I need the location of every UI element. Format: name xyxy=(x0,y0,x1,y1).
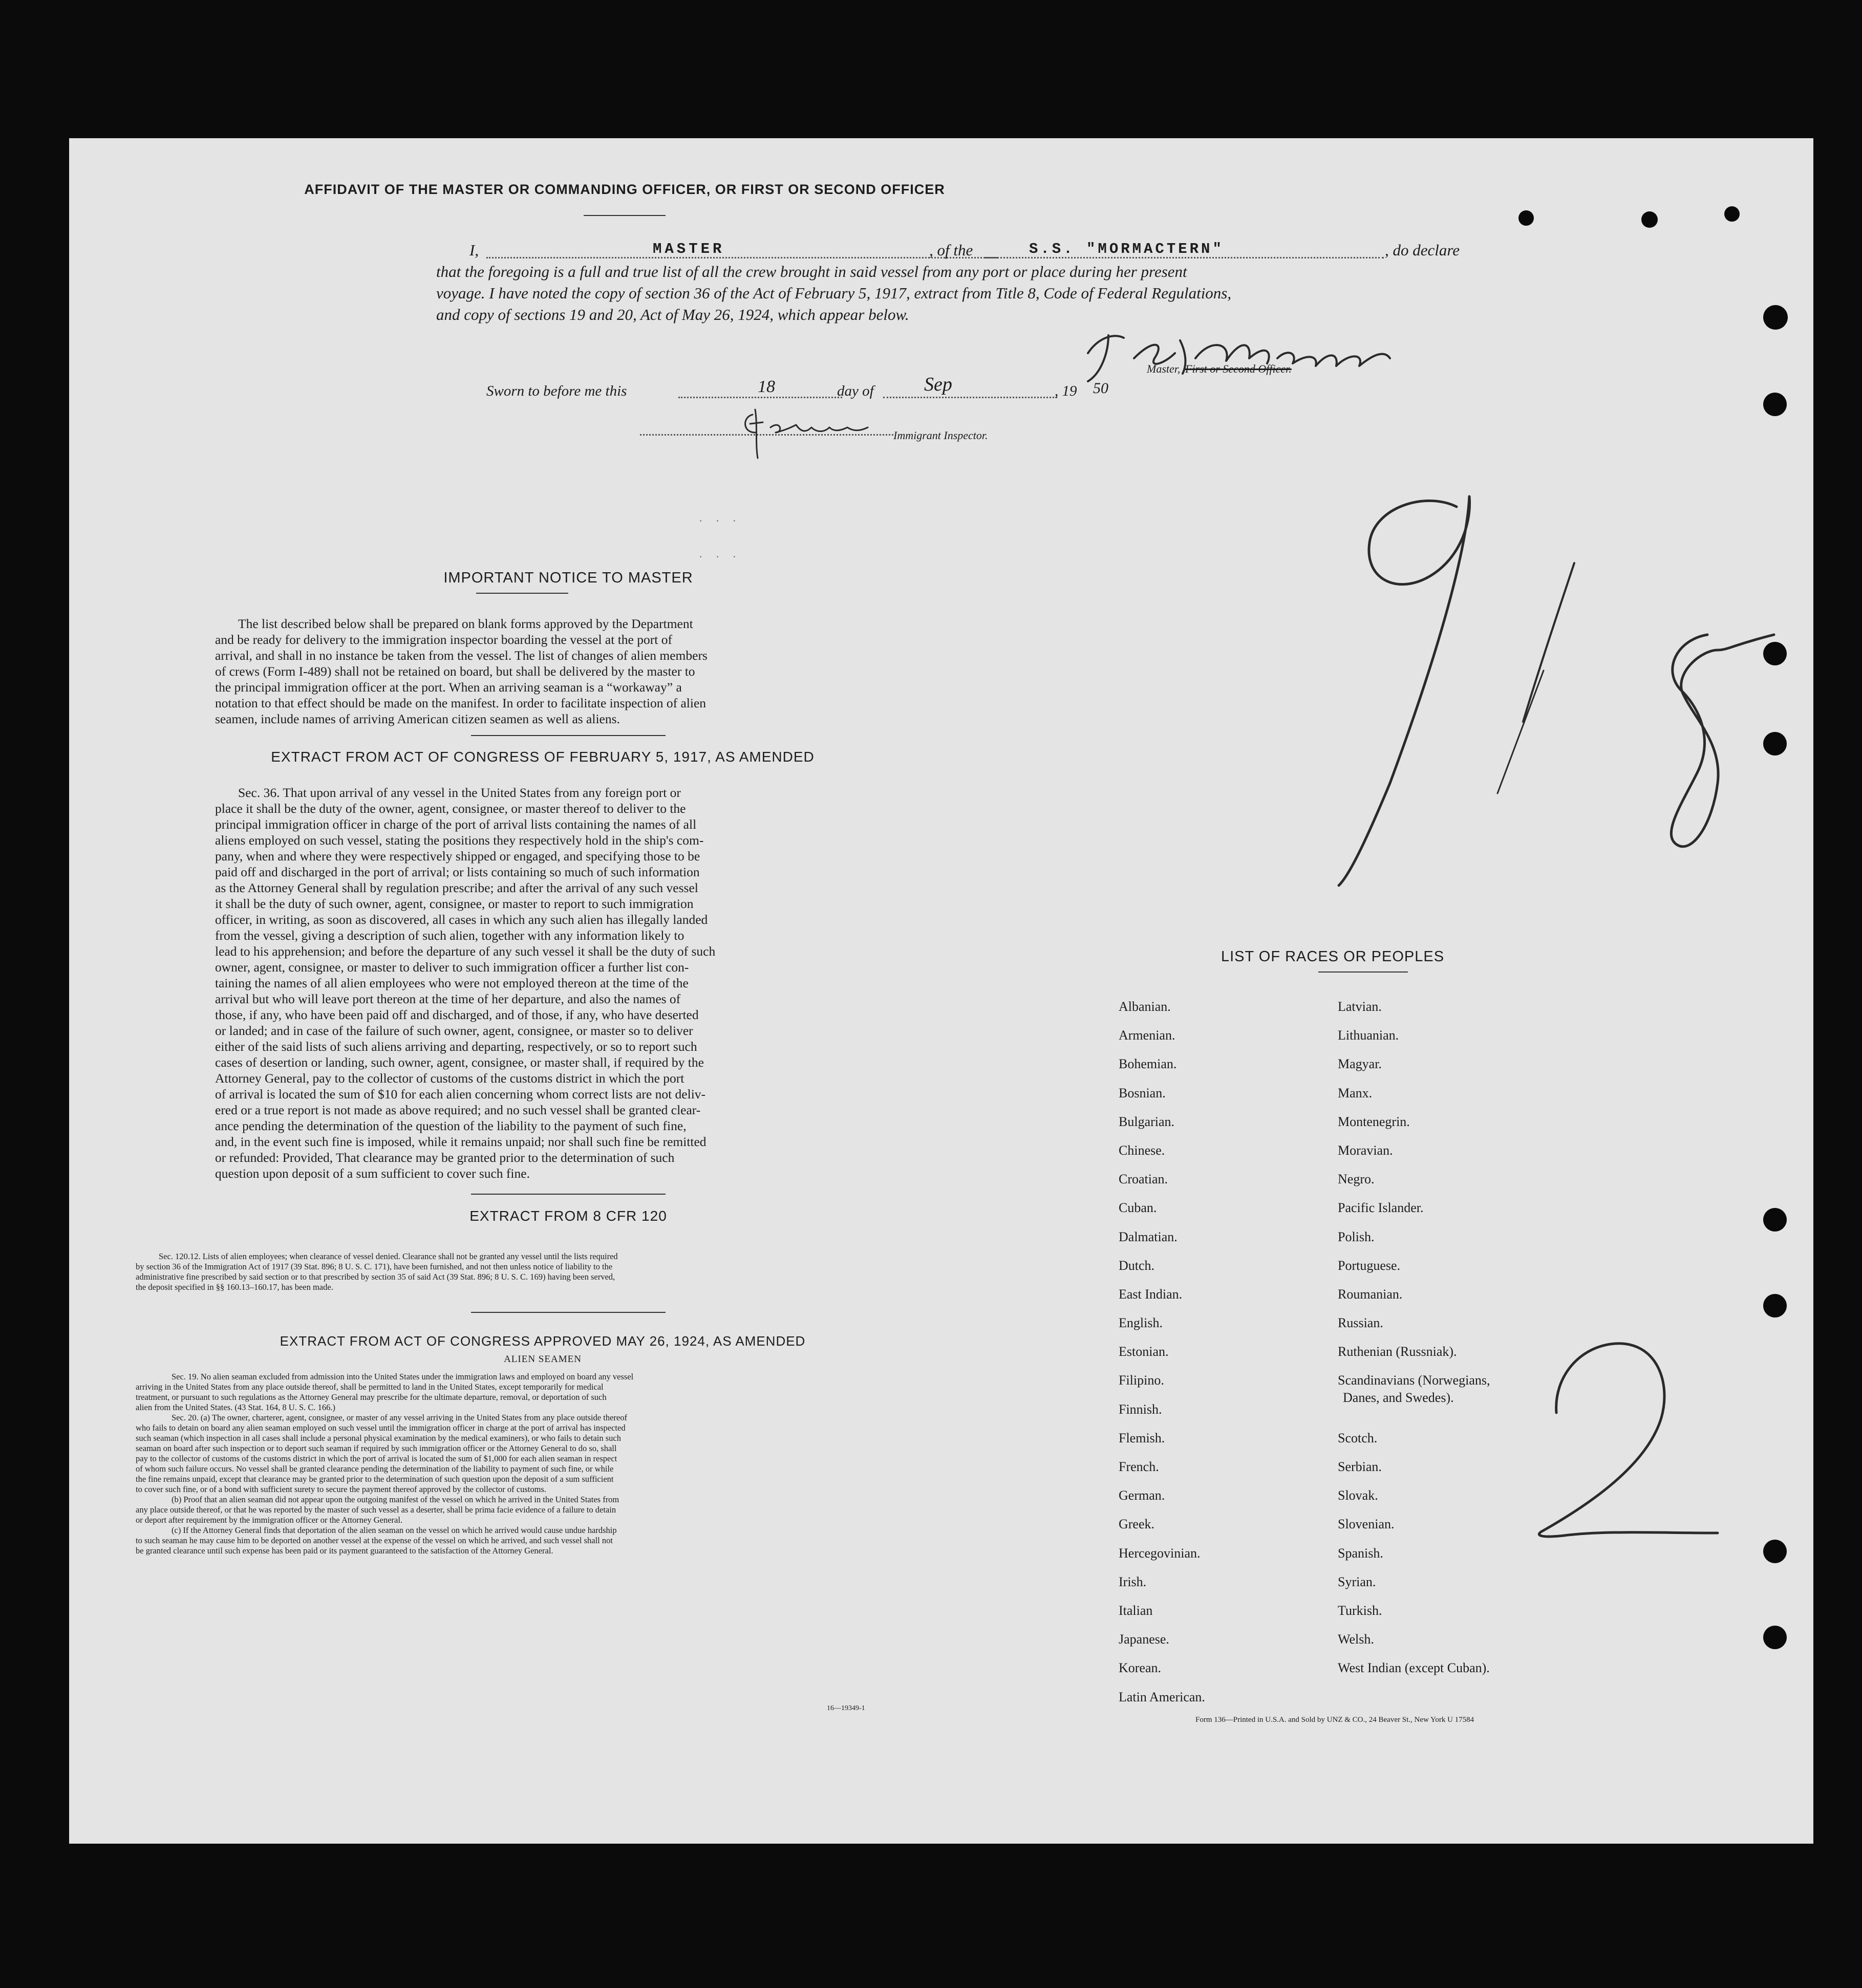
race-item: Magyar. xyxy=(1338,1056,1382,1072)
notice-line: arrival, and shall in no instance be taken from the vessel. The list of changes of alien members xyxy=(215,648,708,663)
race-item: Croatian. xyxy=(1119,1172,1168,1187)
extract1-line: or refunded: Provided, That clearance may be granted prior to the determination of such xyxy=(215,1150,675,1165)
race-item: Bohemian. xyxy=(1119,1056,1177,1072)
notice-heading: IMPORTANT NOTICE TO MASTER xyxy=(443,570,693,586)
extract1-line: principal immigration officer in charge of the port of arrival lists containing the names of all xyxy=(215,817,697,832)
extract3-line: seaman on board after such inspection or to deport such seaman if required by such immigration officer or the Attorney General to do so, shall xyxy=(136,1443,617,1453)
extract2-line: the deposit specified in §§ 160.13–160.17, has been made. xyxy=(136,1282,333,1292)
extract1-line: paid off and discharged in the port of arrival; or lists containing so much of such information xyxy=(215,865,700,879)
race-item: West Indian (except Cuban). xyxy=(1338,1660,1490,1676)
extract1-line: ered or a true report is not made as above required; and no such vessel shall be granted clear- xyxy=(215,1103,701,1117)
inspector-signature xyxy=(735,404,898,461)
document-page xyxy=(69,138,1813,1844)
extract3-line: treatment, or pursuant to such regulations as the Attorney General may prescribe for the ultimate departure, removal, or deportation of such xyxy=(136,1392,607,1402)
vessel-name: S.S. "MORMACTERN" xyxy=(1029,241,1224,257)
race-item: Negro. xyxy=(1338,1172,1375,1187)
extract3-line: of whom such failure occurs. No vessel shall be granted clearance pending the determination of the liability to payment of such fine, or while xyxy=(136,1464,614,1474)
extract3-line: (c) If the Attorney General finds that deportation of the alien seaman on the vessel on which he arrived would cause undue hardship xyxy=(172,1525,617,1535)
notice-line: notation to that effect should be made on the manifest. In order to facilitate inspection of alien xyxy=(215,696,707,710)
extract3-line: the fine remains unpaid, except that clearance may be granted prior to the determination of such question upon the deposit of a sum sufficient xyxy=(136,1474,614,1484)
notice-divider xyxy=(476,593,568,594)
extract1-line: of arrival is located the sum of $10 for each alien concerning whom correct lists are not deliv- xyxy=(215,1087,706,1101)
extract1-line: question upon deposit of a sum sufficient to cover such fine. xyxy=(215,1166,530,1181)
races-heading: LIST OF RACES OR PEOPLES xyxy=(1221,948,1445,965)
month-blank-line xyxy=(883,397,1057,398)
punch-hole xyxy=(1763,732,1787,755)
extract1-line: cases of desertion or landing, such owner, agent, consignee, or master shall, if required by the xyxy=(215,1055,704,1070)
declarant-name: MASTER xyxy=(653,241,725,257)
punch-hole xyxy=(1763,393,1787,416)
decl-do-declare: , do declare xyxy=(1385,241,1460,259)
left-form-number: 16—19349-1 xyxy=(827,1704,865,1712)
race-item: Italian xyxy=(1119,1603,1153,1618)
extract3-line: to cover such fine, or of a bond with sufficient surety to secure the payment thereof approved by the collector of customs. xyxy=(136,1484,546,1494)
extract1-line: Sec. 36. That upon arrival of any vessel in the United States from any foreign port or xyxy=(238,785,681,800)
extract3-line: such seaman (which inspection in all cases shall include a personal physical examination by the medical examiners), or who fails to detain such xyxy=(136,1433,622,1443)
race-item: Serbian. xyxy=(1338,1459,1382,1475)
race-item: Syrian. xyxy=(1338,1574,1376,1589)
punch-hole xyxy=(1763,1540,1787,1563)
extract1-line: it shall be the duty of such owner, agent, consignee, or master to report to such immigration xyxy=(215,896,694,911)
extract3-line: to such seaman he may cause him to be deported on another vessel at the expense of the vessel on which he arrived, and such vessel shall not xyxy=(136,1536,613,1545)
decl-of-the: , of the xyxy=(929,241,973,259)
extract1-line: owner, agent, consignee, or master to deliver to such immigration officer a further list con- xyxy=(215,960,689,975)
extract1-line: ance pending the determination of the question of the liability to the payment of such fine, xyxy=(215,1118,687,1133)
handwritten-page-number xyxy=(1272,476,1835,1090)
notice-line: The list described below shall be prepared on blank forms approved by the Department xyxy=(238,616,693,631)
race-item: Korean. xyxy=(1119,1660,1162,1676)
extract1-heading: EXTRACT FROM ACT OF CONGRESS OF FEBRUARY 5, 1917, AS AMENDED xyxy=(271,749,815,765)
punch-hole xyxy=(1763,1208,1787,1231)
extract1-line: those, if any, who have been paid off and discharged, and of those, if any, who have deserted xyxy=(215,1007,699,1022)
decl-line-2: that the foregoing is a full and true list of all the crew brought in said vessel from any port or place during her present xyxy=(436,263,1187,280)
extract3-line: who fails to detain on board any alien seaman employed on such vessel until the immigration officer in charge at the port of arrival has inspected xyxy=(136,1423,626,1433)
race-item: Russian. xyxy=(1338,1315,1383,1331)
race-item: East Indian. xyxy=(1119,1286,1183,1302)
race-item: Spanish. xyxy=(1338,1545,1383,1561)
extract1-line: Attorney General, pay to the collector of customs of the customs district in which the port xyxy=(215,1071,684,1086)
decl-line-4: and copy of sections 19 and 20, Act of May 26, 1924, which appear below. xyxy=(436,306,909,323)
extract1-line: as the Attorney General shall by regulation prescribe; and after the arrival of any such vessel xyxy=(215,880,698,895)
race-item: Welsh. xyxy=(1338,1632,1374,1647)
master-label-struck: First or Second Officer. xyxy=(1185,362,1292,375)
affidavit-title: AFFIDAVIT OF THE MASTER OR COMMANDING OFFICER, OR FIRST OR SECOND OFFICER xyxy=(304,182,945,197)
race-item: Finnish. xyxy=(1119,1401,1162,1417)
race-item: Lithuanian. xyxy=(1338,1028,1399,1043)
race-item: Armenian. xyxy=(1119,1028,1175,1043)
sworn-month: Sep xyxy=(924,374,952,395)
section-divider-1 xyxy=(471,735,666,736)
race-item: Slovak. xyxy=(1338,1488,1378,1503)
punch-hole xyxy=(1763,642,1787,665)
extract3-line: Sec. 20. (a) The owner, charterer, agent, consignee, or master of any vessel arriving in the United States from any place outside thereof xyxy=(172,1413,627,1422)
extract1-line: officer, in writing, as soon as discovered, all cases in which any such alien has illegally landed xyxy=(215,912,708,927)
extract3-line: any place outside thereof, or that he was reported by the master of such vessel as a deserter, shall be prima facie evidence of a failure to detain xyxy=(136,1505,616,1515)
handwritten-sheet-number xyxy=(1451,1315,1810,1561)
punch-hole xyxy=(1763,305,1788,330)
race-item: English. xyxy=(1119,1315,1163,1331)
notice-line: the principal immigration officer at the port. When an arriving seaman is a “workaway” a xyxy=(215,680,682,695)
race-item: Pacific Islander. xyxy=(1338,1200,1424,1216)
extract1-line: and, in the event such fine is imposed, while it remains unpaid; nor shall such fine be remitted xyxy=(215,1134,707,1149)
stray-marks: · · · xyxy=(699,514,741,527)
race-item: French. xyxy=(1119,1459,1159,1474)
race-item: Chinese. xyxy=(1119,1142,1165,1158)
extract2-line: administrative fine prescribed by said section or to that prescribed by section 35 of said Act (39 Stat. 896; 8 U. S. C. 169) having been served, xyxy=(136,1272,615,1282)
race-item: Dalmatian. xyxy=(1119,1229,1178,1244)
punch-hole xyxy=(1518,210,1534,226)
race-item: Flemish. xyxy=(1119,1430,1165,1445)
extract3-heading: EXTRACT FROM ACT OF CONGRESS APPROVED MAY 26, 1924, AS AMENDED xyxy=(280,1333,806,1349)
extract1-line: aliens employed on such vessel, stating the positions they respectively hold in the ship's com- xyxy=(215,833,704,848)
inspector-label: Immigrant Inspector. xyxy=(893,429,988,442)
punch-hole xyxy=(1724,206,1740,222)
race-item: Albanian. xyxy=(1119,999,1171,1014)
race-item: Irish. xyxy=(1119,1574,1147,1589)
punch-hole xyxy=(1641,211,1658,228)
race-item: Scandinavians (Norwegians, xyxy=(1338,1373,1490,1388)
race-item: Latin American. xyxy=(1119,1689,1205,1704)
punch-hole xyxy=(1763,1294,1787,1317)
extract2-line: Sec. 120.12. Lists of alien employees; when clearance of vessel denied. Clearance shall not be granted any vessel until the lists required xyxy=(159,1251,618,1261)
decl-i: I, xyxy=(469,241,479,259)
decl-line-3: voyage. I have noted the copy of section 36 of the Act of February 5, 1917, extract from Title 8, Code of Federal Regulations, xyxy=(436,284,1232,302)
extract1-line: lead to his apprehension; and before the departure of any such vessel it shall be the duty of such xyxy=(215,944,716,959)
master-label: Master, xyxy=(1147,362,1181,375)
notice-line: of crews (Form I-489) shall not be retained on board, but shall be delivered by the master to xyxy=(215,664,695,679)
race-item: Danes, and Swedes). xyxy=(1343,1390,1454,1406)
title-divider xyxy=(584,215,666,216)
race-item: Slovenian. xyxy=(1338,1517,1395,1532)
race-item: German. xyxy=(1119,1488,1165,1503)
extract2-line: by section 36 of the Immigration Act of 1917 (39 Stat. 896; 8 U. S. C. 171), have been furnished, and not then unless notice of liability to the xyxy=(136,1262,613,1271)
race-item: Manx. xyxy=(1338,1085,1373,1100)
section-divider-2 xyxy=(471,1194,666,1195)
race-item: Greek. xyxy=(1119,1517,1155,1532)
extract1-line: pany, when and where they were respectively shipped or engaged, and specifying those to be xyxy=(215,849,700,863)
sworn-year: 50 xyxy=(1093,380,1108,397)
race-item: Ruthenian (Russniak). xyxy=(1338,1344,1457,1359)
extract1-line: from the vessel, giving a description of such alien, together with any information likely to xyxy=(215,928,684,943)
sworn-year-prefix: , 19 xyxy=(1055,383,1077,399)
race-item: Scotch. xyxy=(1338,1430,1378,1445)
sworn-text: Sworn to before me this xyxy=(486,383,627,399)
extract3-line: or deport after requirement by the immigration officer or the Attorney General. xyxy=(136,1515,403,1525)
race-item: Estonian. xyxy=(1119,1344,1169,1359)
extract2-body xyxy=(136,1251,950,1292)
notice-line: seamen, include names of arriving American citizen seamen as well as aliens. xyxy=(215,711,620,726)
races-column-1 xyxy=(1119,992,1205,1712)
form-footer: Form 136—Printed in U.S.A. and Sold by UNZ & CO., 24 Beaver St., New York U 17584 xyxy=(1195,1716,1474,1724)
sworn-day: 18 xyxy=(758,377,775,396)
notice-body xyxy=(215,616,869,727)
race-item: Cuban. xyxy=(1119,1200,1157,1216)
extract1-line: taining the names of all alien employees who were not employed thereon at the time of the xyxy=(215,976,689,990)
race-item: Filipino. xyxy=(1119,1373,1164,1388)
extract1-line: or landed; and in case of the failure of such owner, agent, consignee, or master so to deliver xyxy=(215,1023,693,1038)
extract2-heading: EXTRACT FROM 8 CFR 120 xyxy=(469,1208,667,1224)
race-item: Polish. xyxy=(1338,1229,1375,1244)
extract3-subheading: ALIEN SEAMEN xyxy=(504,1354,582,1365)
race-item: Dutch. xyxy=(1119,1258,1155,1273)
extract1-line: either of the said lists of such aliens arriving and departing, respectively, or so to report such xyxy=(215,1039,697,1054)
extract3-line: pay to the collector of customs of the customs district in which the port of arrival is located the sum of $1,000 for each alien seaman in respect xyxy=(136,1454,617,1463)
punch-hole xyxy=(1763,1626,1787,1649)
extract3-body xyxy=(136,1372,950,1556)
race-item: Turkish. xyxy=(1338,1603,1382,1618)
race-item: Roumanian. xyxy=(1338,1286,1403,1302)
stray-marks: · · · xyxy=(699,550,741,563)
extract1-line: arrival but who will leave port thereon at the time of her departure, and also the names of xyxy=(215,991,681,1006)
notice-line: and be ready for delivery to the immigration inspector boarding the vessel at the port of xyxy=(215,632,672,647)
extract3-line: Sec. 19. No alien seaman excluded from admission into the United States under the immigration laws and employed on board any vessel xyxy=(172,1372,634,1381)
sworn-day-of: day of xyxy=(837,383,874,399)
race-item: Moravian. xyxy=(1338,1142,1393,1158)
race-item: Latvian. xyxy=(1338,999,1382,1014)
race-item: Portuguese. xyxy=(1338,1258,1401,1273)
extract1-line: place it shall be the duty of the owner, agent, consignee, or master thereof to deliver to the xyxy=(215,801,686,816)
race-item: Hercegovinian. xyxy=(1119,1545,1201,1561)
extract1-body xyxy=(215,785,869,1181)
race-item: Bosnian. xyxy=(1119,1085,1166,1100)
extract3-line: alien from the United States. (43 Stat. 164, 8 U. S. C. 166.) xyxy=(136,1402,335,1412)
extract3-line: be granted clearance until such expense has been paid or its payment guaranteed to the satisfaction of the Attorney General. xyxy=(136,1546,553,1555)
extract3-line: (b) Proof that an alien seaman did not appear upon the outgoing manifest of the vessel on which he arrived in the United States from xyxy=(172,1495,619,1504)
race-item: Bulgarian. xyxy=(1119,1114,1175,1129)
section-divider-3 xyxy=(471,1312,666,1313)
name-blank-line xyxy=(486,257,997,258)
extract3-line: arriving in the United States from any place outside thereof, shall be permitted to land in the United States, except temporarily for medical xyxy=(136,1382,604,1392)
race-item: Japanese. xyxy=(1119,1632,1169,1647)
race-item: Montenegrin. xyxy=(1338,1114,1410,1129)
